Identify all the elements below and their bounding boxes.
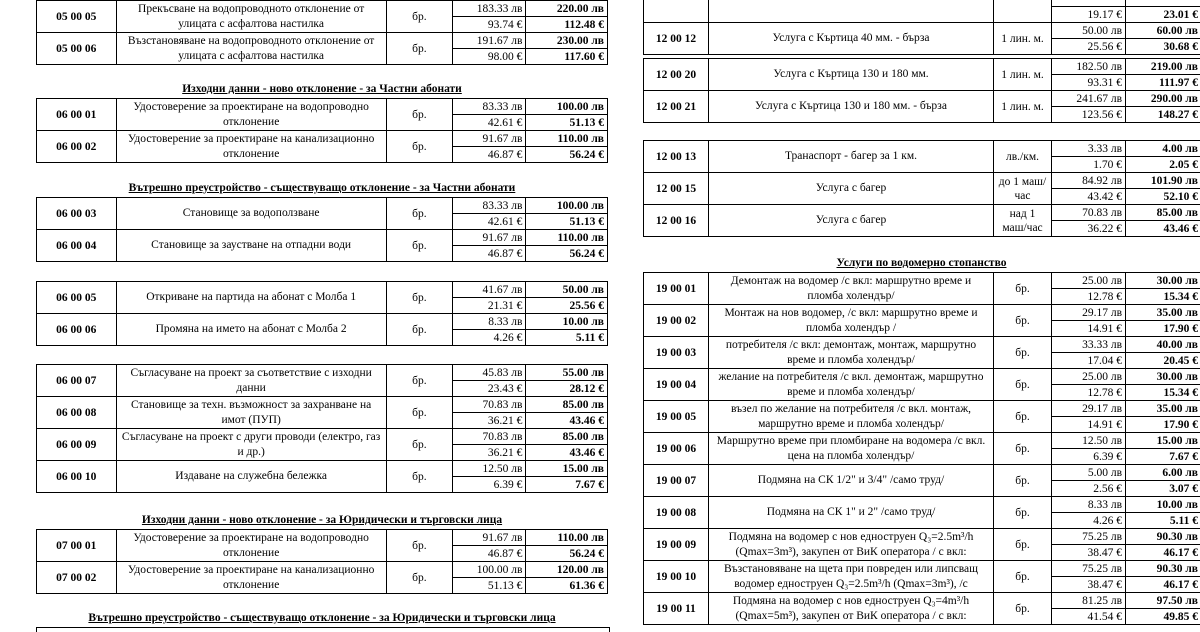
price-gross-eur: 49.85 €	[1126, 609, 1200, 625]
price-net-eur: 38.47 €	[1052, 545, 1126, 561]
price-net-eur: 93.74 €	[453, 17, 526, 33]
price-gross-bgn: 290.00 лв	[1126, 91, 1200, 107]
price-net-eur: 6.39 €	[453, 477, 526, 493]
price-net-bgn: 183.33 лв	[453, 1, 526, 17]
price-gross-eur: 148.27 €	[1126, 107, 1200, 123]
section-title-water-meters: Услуги по водомерно стопанство	[643, 257, 1200, 269]
item-unit: 1 лин. м.	[994, 91, 1052, 123]
price-net-bgn: 25.00 лв	[1052, 369, 1126, 385]
table-row	[644, 433, 1200, 449]
price-net-eur: 17.04 €	[1052, 353, 1126, 369]
table-row	[37, 198, 608, 214]
price-gross-bgn: 15.00 лв	[526, 461, 608, 477]
item-unit: бр.	[386, 530, 452, 562]
item-unit: 1 лин. м.	[994, 23, 1052, 55]
price-gross-bgn: 120.00 лв	[526, 562, 608, 578]
item-description: Услуга с Къртица 130 и 180 мм.	[709, 59, 994, 91]
price-net-bgn: 91.67 лв	[453, 530, 526, 546]
item-description: Становище за техн. възможност за захранване на имот (ПУП)	[116, 397, 386, 429]
price-gross-bgn: 110.00 лв	[526, 230, 608, 246]
item-unit: бр.	[386, 429, 452, 461]
table-row	[644, 497, 1200, 513]
price-gross-eur: 56.24 €	[526, 246, 608, 262]
price-gross-bgn: 90.30 лв	[1126, 561, 1200, 577]
price-gross-bgn: 30.00 лв	[1126, 369, 1200, 385]
price-net-eur: 123.56 €	[1052, 107, 1126, 123]
price-gross-bgn: 4.00 лв	[1126, 141, 1200, 157]
item-description: Съгласуване на проект за съответствие с изходни данни	[116, 365, 386, 397]
price-net-bgn: 70.83 лв	[1052, 205, 1126, 221]
table-row	[37, 99, 608, 115]
item-description: Услуга с Къртица 130 и 180 мм. - бърза	[709, 91, 994, 123]
price-gross-bgn: 110.00 лв	[526, 530, 608, 546]
price-net-eur: 2.56 €	[1052, 481, 1126, 497]
price-net-eur: 12.78 €	[1052, 385, 1126, 401]
price-net-bgn: 70.83 лв	[453, 397, 526, 413]
price-net-eur: 42.61 €	[453, 115, 526, 131]
price-net-eur: 4.26 €	[1052, 513, 1126, 529]
table-row	[644, 173, 1200, 189]
price-table	[36, 281, 608, 346]
section-title-internal-private: Вътрешно преустройство - съществуващо отклонение - за Частни абонати	[36, 182, 608, 194]
price-net-bgn: 25.00 лв	[1052, 273, 1126, 289]
item-description: Подмяна на водомер с нов едноструен Q₃=4m³/h (Qmax=5m³), закупен от ВиК оператора / с вкл:	[709, 593, 994, 625]
price-net-eur: 42.61 €	[453, 214, 526, 230]
price-gross-eur: 56.24 €	[526, 147, 608, 163]
item-unit: бр.	[994, 433, 1052, 465]
section-title-new-legal: Изходни данни - ново отклонение - за Юридически и търговски лица	[36, 514, 608, 526]
price-gross-bgn: 10.00 лв	[1126, 497, 1200, 513]
price-gross-bgn: 35.00 лв	[1126, 401, 1200, 417]
price-gross-bgn: 85.00 лв	[1126, 205, 1200, 221]
price-gross-eur: 46.17 €	[1126, 545, 1200, 561]
item-description	[709, 0, 994, 23]
price-net-bgn: 45.83 лв	[453, 365, 526, 381]
price-net-eur: 43.42 €	[1052, 189, 1126, 205]
item-unit: бр.	[994, 593, 1052, 625]
item-unit: бр.	[386, 365, 452, 397]
price-gross-eur: 51.13 €	[526, 214, 608, 230]
item-code: 06 00 09	[37, 429, 117, 461]
price-gross-eur: 56.24 €	[526, 546, 608, 562]
price-net-eur: 41.54 €	[1052, 609, 1126, 625]
price-gross-bgn: 55.00 лв	[526, 365, 608, 381]
item-code: 12 00 20	[644, 59, 709, 91]
price-gross-eur: 52.10 €	[1126, 189, 1200, 205]
price-gross-eur: 30.68 €	[1126, 39, 1200, 55]
item-code: 19 00 03	[644, 337, 709, 369]
price-gross-eur: 111.97 €	[1126, 75, 1200, 91]
item-code: 06 00 02	[37, 131, 117, 163]
item-code: 06 00 10	[37, 461, 117, 493]
price-gross-bgn: 6.00 лв	[1126, 465, 1200, 481]
price-table	[36, 197, 608, 262]
item-description: желание на потребителя /с вкл. демонтаж, маршрутно време и пломба холендър/	[709, 369, 994, 401]
price-table	[36, 98, 608, 163]
table-row	[644, 465, 1200, 481]
price-gross-eur: 43.46 €	[1126, 221, 1200, 237]
price-net-eur: 19.17 €	[1052, 7, 1126, 23]
table-row	[37, 131, 608, 147]
item-code: 19 00 06	[644, 433, 709, 465]
price-gross-eur: 23.01 €	[1126, 7, 1200, 23]
item-code: 12 00 21	[644, 91, 709, 123]
table-row	[644, 205, 1200, 221]
item-description: Транаспорт - багер за 1 км.	[709, 141, 994, 173]
item-code: 06 00 01	[37, 99, 117, 131]
item-unit: лв./км.	[994, 141, 1052, 173]
price-gross-bgn: 230.00 лв	[526, 33, 608, 49]
item-description: Услуга с Къртица 40 мм. - бърза	[709, 23, 994, 55]
price-net-eur: 14.91 €	[1052, 321, 1126, 337]
price-gross-eur: 5.11 €	[526, 330, 608, 346]
price-gross-bgn: 15.00 лв	[1126, 433, 1200, 449]
item-code: 12 00 15	[644, 173, 709, 205]
table-row	[644, 337, 1200, 353]
item-code: 06 00 05	[37, 282, 117, 314]
item-unit: бр.	[386, 397, 452, 429]
price-net-eur: 46.87 €	[453, 246, 526, 262]
item-code: 19 00 01	[644, 273, 709, 305]
item-description: Демонтаж на водомер /с вкл: маршрутно време и пломба холендър/	[709, 273, 994, 305]
price-net-bgn: 50.00 лв	[1052, 23, 1126, 39]
item-unit: бр.	[386, 562, 452, 594]
table-row	[644, 91, 1200, 107]
item-code: 06 00 08	[37, 397, 117, 429]
price-gross-bgn: 40.00 лв	[1126, 337, 1200, 353]
price-gross-bgn: 97.50 лв	[1126, 593, 1200, 609]
price-net-bgn: 8.33 лв	[1052, 497, 1126, 513]
price-gross-eur: 61.36 €	[526, 578, 608, 594]
item-description: възел по желание на потребителя /с вкл. монтаж, маршрутно време и пломба холендър/	[709, 401, 994, 433]
item-unit: бр.	[994, 337, 1052, 369]
price-gross-eur: 43.46 €	[526, 445, 608, 461]
item-code: 19 00 09	[644, 529, 709, 561]
price-gross-eur: 112.48 €	[526, 17, 608, 33]
price-net-bgn: 91.67 лв	[453, 131, 526, 147]
item-description: Издаване на служебна бележка	[116, 461, 386, 493]
price-net-bgn: 70.83 лв	[453, 429, 526, 445]
price-gross-bgn: 50.00 лв	[526, 282, 608, 298]
price-net-eur: 46.87 €	[453, 546, 526, 562]
price-net-eur: 93.31 €	[1052, 75, 1126, 91]
item-description: Възстановяване на щета при повреден или липсващ водомер едноструен Q₃=2.5m³/h (Qmax=3m³), /с	[709, 561, 994, 593]
item-description: Удостоверение за проектиране на канализационно отклонение	[116, 562, 386, 594]
table-row	[37, 530, 608, 546]
item-unit	[994, 0, 1052, 23]
price-table	[643, 140, 1200, 237]
price-net-bgn: 83.33 лв	[453, 99, 526, 115]
item-unit: бр.	[386, 461, 452, 493]
item-code: 06 00 06	[37, 314, 117, 346]
table-row	[644, 593, 1200, 609]
price-net-bgn: 29.17 лв	[1052, 401, 1126, 417]
table-row	[644, 305, 1200, 321]
item-code: 06 00 03	[37, 198, 117, 230]
item-description: Прекъсване на водопроводното отклонение от улицата с асфалтова настилка	[116, 1, 386, 33]
price-gross-bgn: 100.00 лв	[526, 99, 608, 115]
item-code: 05 00 06	[37, 33, 117, 65]
item-code: 19 00 10	[644, 561, 709, 593]
price-net-bgn: 29.17 лв	[1052, 305, 1126, 321]
item-description: Откриване на партида на абонат с Молба 1	[116, 282, 386, 314]
section-title-internal-legal: Вътрешно преустройство - съществуващо отклонение - за Юридически и търговски лица	[36, 612, 608, 624]
item-code: 19 00 04	[644, 369, 709, 401]
price-gross-bgn: 35.00 лв	[1126, 305, 1200, 321]
item-unit: бр.	[994, 561, 1052, 593]
table-row	[37, 1, 608, 17]
item-unit: бр.	[994, 497, 1052, 529]
item-unit: бр.	[386, 282, 452, 314]
item-unit: до 1 маш/час	[994, 173, 1052, 205]
item-code: 19 00 08	[644, 497, 709, 529]
price-net-eur: 6.39 €	[1052, 449, 1126, 465]
table-row	[644, 141, 1200, 157]
price-gross-bgn: 100.00 лв	[526, 198, 608, 214]
item-description: Монтаж на нов водомер, /с вкл: маршрутно време и пломба холендър /	[709, 305, 994, 337]
price-gross-eur: 15.34 €	[1126, 289, 1200, 305]
table-row	[37, 282, 608, 298]
price-net-bgn: 83.33 лв	[453, 198, 526, 214]
price-gross-bgn: 30.00 лв	[1126, 273, 1200, 289]
item-code: 19 00 11	[644, 593, 709, 625]
item-code: 06 00 04	[37, 230, 117, 262]
price-net-bgn: 5.00 лв	[1052, 465, 1126, 481]
price-gross-eur: 28.12 €	[526, 381, 608, 397]
price-net-eur: 36.21 €	[453, 445, 526, 461]
item-unit: бр.	[994, 369, 1052, 401]
item-code: 19 00 07	[644, 465, 709, 497]
item-description: потребителя /с вкл: демонтаж, монтаж, маршрутно време и пломба холендър/	[709, 337, 994, 369]
price-net-bgn: 191.67 лв	[453, 33, 526, 49]
table-row	[37, 562, 608, 578]
price-gross-bgn: 219.00 лв	[1126, 59, 1200, 75]
item-unit: бр.	[386, 314, 452, 346]
price-table	[36, 0, 608, 65]
item-unit: бр.	[386, 99, 452, 131]
table-row	[37, 230, 608, 246]
price-gross-eur: 5.11 €	[1126, 513, 1200, 529]
item-description: Подмяна на водомер с нов едноструен Q₃=2.5m³/h (Qmax=3m³), закупен от ВиК оператора / с вкл:	[709, 529, 994, 561]
price-net-bgn: 3.33 лв	[1052, 141, 1126, 157]
price-gross-bgn: 85.00 лв	[526, 397, 608, 413]
price-net-eur: 25.56 €	[1052, 39, 1126, 55]
item-description: Съгласуване на проект с други проводи (електро, газ и др.)	[116, 429, 386, 461]
price-net-eur: 51.13 €	[453, 578, 526, 594]
item-code: 12 00 13	[644, 141, 709, 173]
price-net-bgn: 12.50 лв	[453, 461, 526, 477]
price-gross-eur: 46.17 €	[1126, 577, 1200, 593]
item-unit: бр.	[386, 131, 452, 163]
price-net-eur: 23.43 €	[453, 381, 526, 397]
price-gross-eur: 117.60 €	[526, 49, 608, 65]
item-unit: бр.	[994, 305, 1052, 337]
price-net-bgn: 33.33 лв	[1052, 337, 1126, 353]
price-net-bgn: 182.50 лв	[1052, 59, 1126, 75]
price-net-bgn: 100.00 лв	[453, 562, 526, 578]
item-unit: бр.	[386, 230, 452, 262]
price-net-bgn: 81.25 лв	[1052, 593, 1126, 609]
price-gross-eur: 7.67 €	[526, 477, 608, 493]
item-code: 19 00 02	[644, 305, 709, 337]
price-gross-eur: 17.90 €	[1126, 417, 1200, 433]
item-unit: 1 лин. м.	[994, 59, 1052, 91]
price-gross-eur: 51.13 €	[526, 115, 608, 131]
table-row	[644, 529, 1200, 545]
price-gross-bgn: 85.00 лв	[526, 429, 608, 445]
item-description: Становище за водоползване	[116, 198, 386, 230]
price-net-eur: 38.47 €	[1052, 577, 1126, 593]
price-gross-eur: 25.56 €	[526, 298, 608, 314]
table-row	[644, 59, 1200, 75]
price-gross-eur: 43.46 €	[526, 413, 608, 429]
item-unit: бр.	[994, 529, 1052, 561]
price-net-bgn: 84.92 лв	[1052, 173, 1126, 189]
price-gross-eur: 15.34 €	[1126, 385, 1200, 401]
item-code: 19 00 05	[644, 401, 709, 433]
price-net-eur: 4.26 €	[453, 330, 526, 346]
item-description: Услуга с багер	[709, 205, 994, 237]
table-row	[644, 561, 1200, 577]
item-description: Становище за заустване на отпадни води	[116, 230, 386, 262]
price-net-eur: 1.70 €	[1052, 157, 1126, 173]
price-net-eur: 12.78 €	[1052, 289, 1126, 305]
table-row	[37, 397, 608, 413]
item-unit: бр.	[386, 198, 452, 230]
item-unit: над 1 маш/час	[994, 205, 1052, 237]
price-table	[36, 364, 608, 493]
price-net-eur: 36.21 €	[453, 413, 526, 429]
item-description: Подмяна на СК 1/2" и 3/4" /само труд/	[709, 465, 994, 497]
price-net-eur: 46.87 €	[453, 147, 526, 163]
price-gross-bgn: 101.90 лв	[1126, 173, 1200, 189]
table-row	[644, 23, 1200, 39]
table-row	[644, 273, 1200, 289]
item-code: 12 00 12	[644, 23, 709, 55]
price-gross-bgn: 110.00 лв	[526, 131, 608, 147]
price-gross-bgn: 10.00 лв	[526, 314, 608, 330]
item-unit: бр.	[386, 1, 452, 33]
price-net-eur: 14.91 €	[1052, 417, 1126, 433]
price-net-bgn: 241.67 лв	[1052, 91, 1126, 107]
item-unit: бр.	[994, 465, 1052, 497]
item-description: Удостоверение за проектиране на водопроводно отклонение	[116, 530, 386, 562]
price-net-bgn: 12.50 лв	[1052, 433, 1126, 449]
price-net-bgn: 75.25 лв	[1052, 561, 1126, 577]
table-row	[37, 429, 608, 445]
item-unit: бр.	[386, 33, 452, 65]
price-table	[36, 529, 608, 594]
item-unit: бр.	[994, 273, 1052, 305]
price-gross-bgn: 90.30 лв	[1126, 529, 1200, 545]
item-description: Маршрутно време при пломбиране на водомера /с вкл. цена на пломба холендър/	[709, 433, 994, 465]
price-gross-eur: 17.90 €	[1126, 321, 1200, 337]
price-net-bgn: 41.67 лв	[453, 282, 526, 298]
item-description: Подмяна на СК 1" и 2" /само труд/	[709, 497, 994, 529]
section-title-new-private: Изходни данни - ново отклонение - за Частни абонати	[36, 83, 608, 95]
price-gross-eur: 2.05 €	[1126, 157, 1200, 173]
price-net-eur: 21.31 €	[453, 298, 526, 314]
item-code: 07 00 02	[37, 562, 117, 594]
item-code: 07 00 01	[37, 530, 117, 562]
table-row	[37, 365, 608, 381]
price-net-bgn: 8.33 лв	[453, 314, 526, 330]
table-row	[37, 314, 608, 330]
price-table	[643, 272, 1200, 625]
item-description: Възстановяване на водопроводното отклонение от улицата с асфалтова настилка	[116, 33, 386, 65]
table-row	[37, 33, 608, 49]
item-unit: бр.	[994, 401, 1052, 433]
price-gross-eur: 7.67 €	[1126, 449, 1200, 465]
price-net-bgn: 75.25 лв	[1052, 529, 1126, 545]
price-gross-bgn: 220.00 лв	[526, 1, 608, 17]
table-row	[644, 369, 1200, 385]
price-net-bgn: 91.67 лв	[453, 230, 526, 246]
price-table	[643, 58, 1200, 123]
price-gross-eur: 20.45 €	[1126, 353, 1200, 369]
item-description: Промяна на името на абонат с Молба 2	[116, 314, 386, 346]
price-net-eur: 36.22 €	[1052, 221, 1126, 237]
price-gross-eur: 3.07 €	[1126, 481, 1200, 497]
price-gross-bgn: 60.00 лв	[1126, 23, 1200, 39]
item-description: Удостоверение за проектиране на водопроводно отклонение	[116, 99, 386, 131]
table-row	[644, 401, 1200, 417]
item-code	[644, 0, 709, 23]
item-description: Удостоверение за проектиране на канализационно отклонение	[116, 131, 386, 163]
item-code: 05 00 05	[37, 1, 117, 33]
table-row	[37, 461, 608, 477]
price-net-eur: 98.00 €	[453, 49, 526, 65]
item-description: Услуга с багер	[709, 173, 994, 205]
price-table	[643, 0, 1200, 55]
item-code: 12 00 16	[644, 205, 709, 237]
item-code: 06 00 07	[37, 365, 117, 397]
